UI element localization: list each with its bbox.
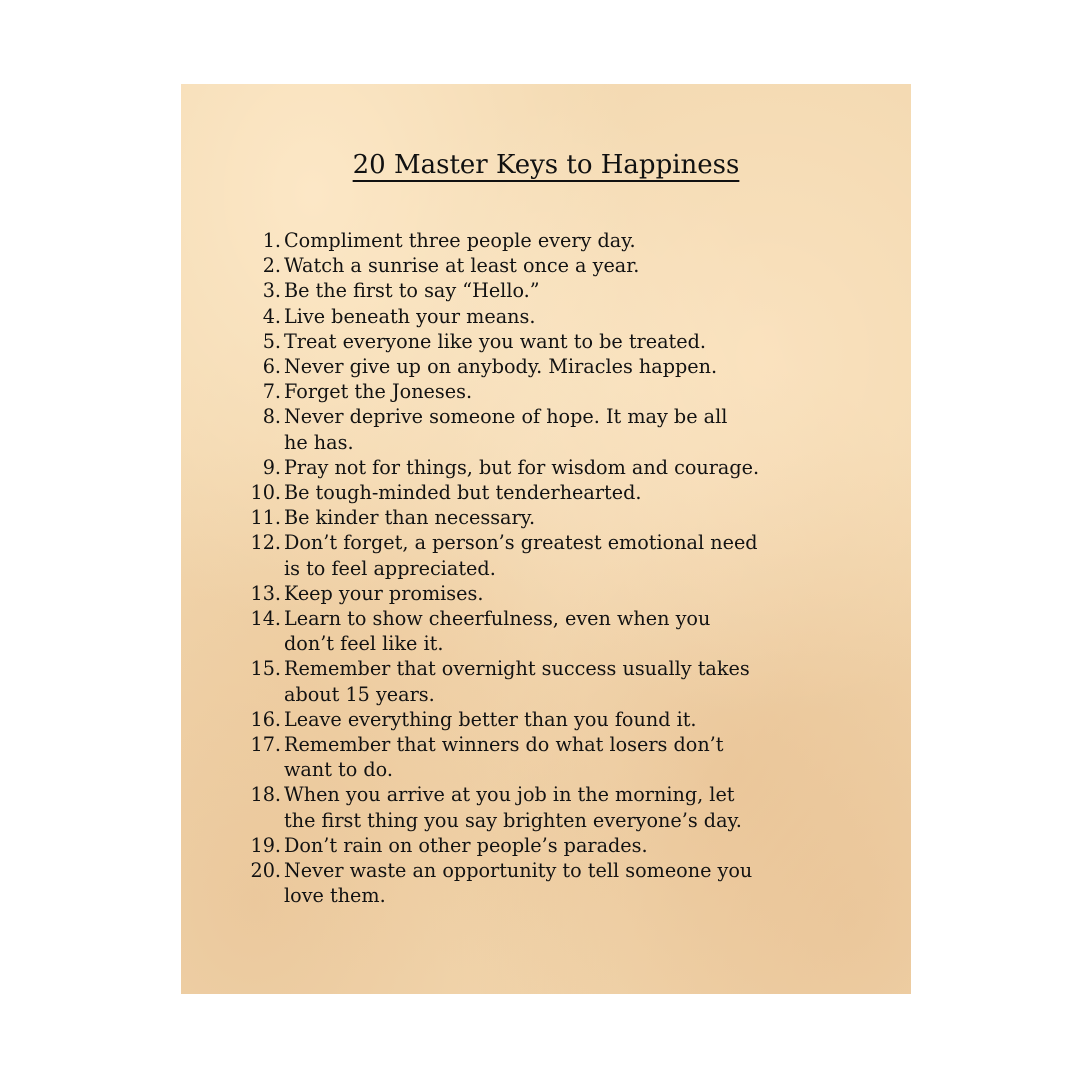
list-item (239, 581, 879, 606)
item-number: 1. (262, 229, 281, 252)
item-text: Keep your promises. (284, 581, 484, 605)
list-item (239, 228, 879, 253)
keys-list (239, 228, 879, 908)
item-number: 13. (250, 581, 281, 605)
item-text: Don’t rain on other people’s parades. (284, 833, 648, 857)
list-item (239, 455, 879, 480)
item-text: Leave everything better than you found it. (284, 707, 697, 731)
list-item (239, 404, 879, 454)
item-text: Never give up on anybody. Miracles happen. (284, 355, 718, 379)
item-number: 11. (250, 506, 281, 530)
item-number: 10. (250, 481, 281, 505)
list-item (239, 707, 879, 732)
item-number: 17. (250, 733, 281, 757)
poster-title (181, 150, 911, 180)
item-number: 6. (262, 355, 281, 379)
item-text: Don’t forget, a person’s greatest emotional need is to feel appreciated. (284, 531, 758, 580)
list-item (239, 379, 879, 404)
list-item (239, 329, 879, 354)
item-text: Never waste an opportunity to tell someone you love them. (284, 859, 753, 908)
item-text: Be the first to say “Hello.” (284, 279, 540, 303)
list-item (239, 505, 879, 530)
list-item (239, 606, 879, 656)
list-item (239, 833, 879, 858)
item-text: Forget the Joneses. (284, 380, 473, 404)
list-item (239, 732, 879, 782)
list-item (239, 278, 879, 303)
item-number: 7. (262, 380, 281, 404)
item-number: 3. (262, 279, 281, 303)
item-number: 4. (262, 304, 281, 328)
item-text: Remember that overnight success usually takes about 15 years. (284, 657, 750, 706)
item-number: 15. (250, 657, 281, 681)
item-text: Be tough-minded but tenderhearted. (284, 481, 642, 505)
item-number: 14. (250, 607, 281, 631)
item-text: Live beneath your means. (284, 304, 536, 328)
item-text: Compliment three people every day. (284, 229, 636, 252)
list-item (239, 304, 879, 329)
item-number: 18. (250, 783, 281, 807)
poster-title-text: 20 Master Keys to Happiness (352, 150, 740, 180)
item-text: Watch a sunrise at least once a year. (284, 254, 640, 278)
item-text: When you arrive at you job in the morning, let the first thing you say brighten everyone’s day. (284, 783, 742, 832)
item-text: Treat everyone like you want to be treated. (284, 329, 706, 353)
item-number: 8. (262, 405, 281, 429)
list-item (239, 480, 879, 505)
item-text: Remember that winners do what losers don’t want to do. (284, 733, 724, 782)
item-number: 19. (250, 833, 281, 857)
item-text: Learn to show cheerfulness, even when you don’t feel like it. (284, 607, 711, 656)
item-number: 9. (262, 455, 281, 479)
poster (181, 84, 911, 994)
list-item (239, 858, 879, 908)
list-item (239, 656, 879, 706)
item-text: Never deprive someone of hope. It may be all he has. (284, 405, 728, 454)
item-number: 12. (250, 531, 281, 555)
list-item (239, 354, 879, 379)
item-text: Pray not for things, but for wisdom and courage. (284, 455, 760, 479)
item-number: 20. (250, 859, 281, 883)
list-item (239, 253, 879, 278)
item-number: 5. (262, 329, 281, 353)
list-item (239, 782, 879, 832)
item-number: 2. (262, 254, 281, 278)
list-item (239, 530, 879, 580)
item-number: 16. (250, 707, 281, 731)
item-text: Be kinder than necessary. (284, 506, 536, 530)
